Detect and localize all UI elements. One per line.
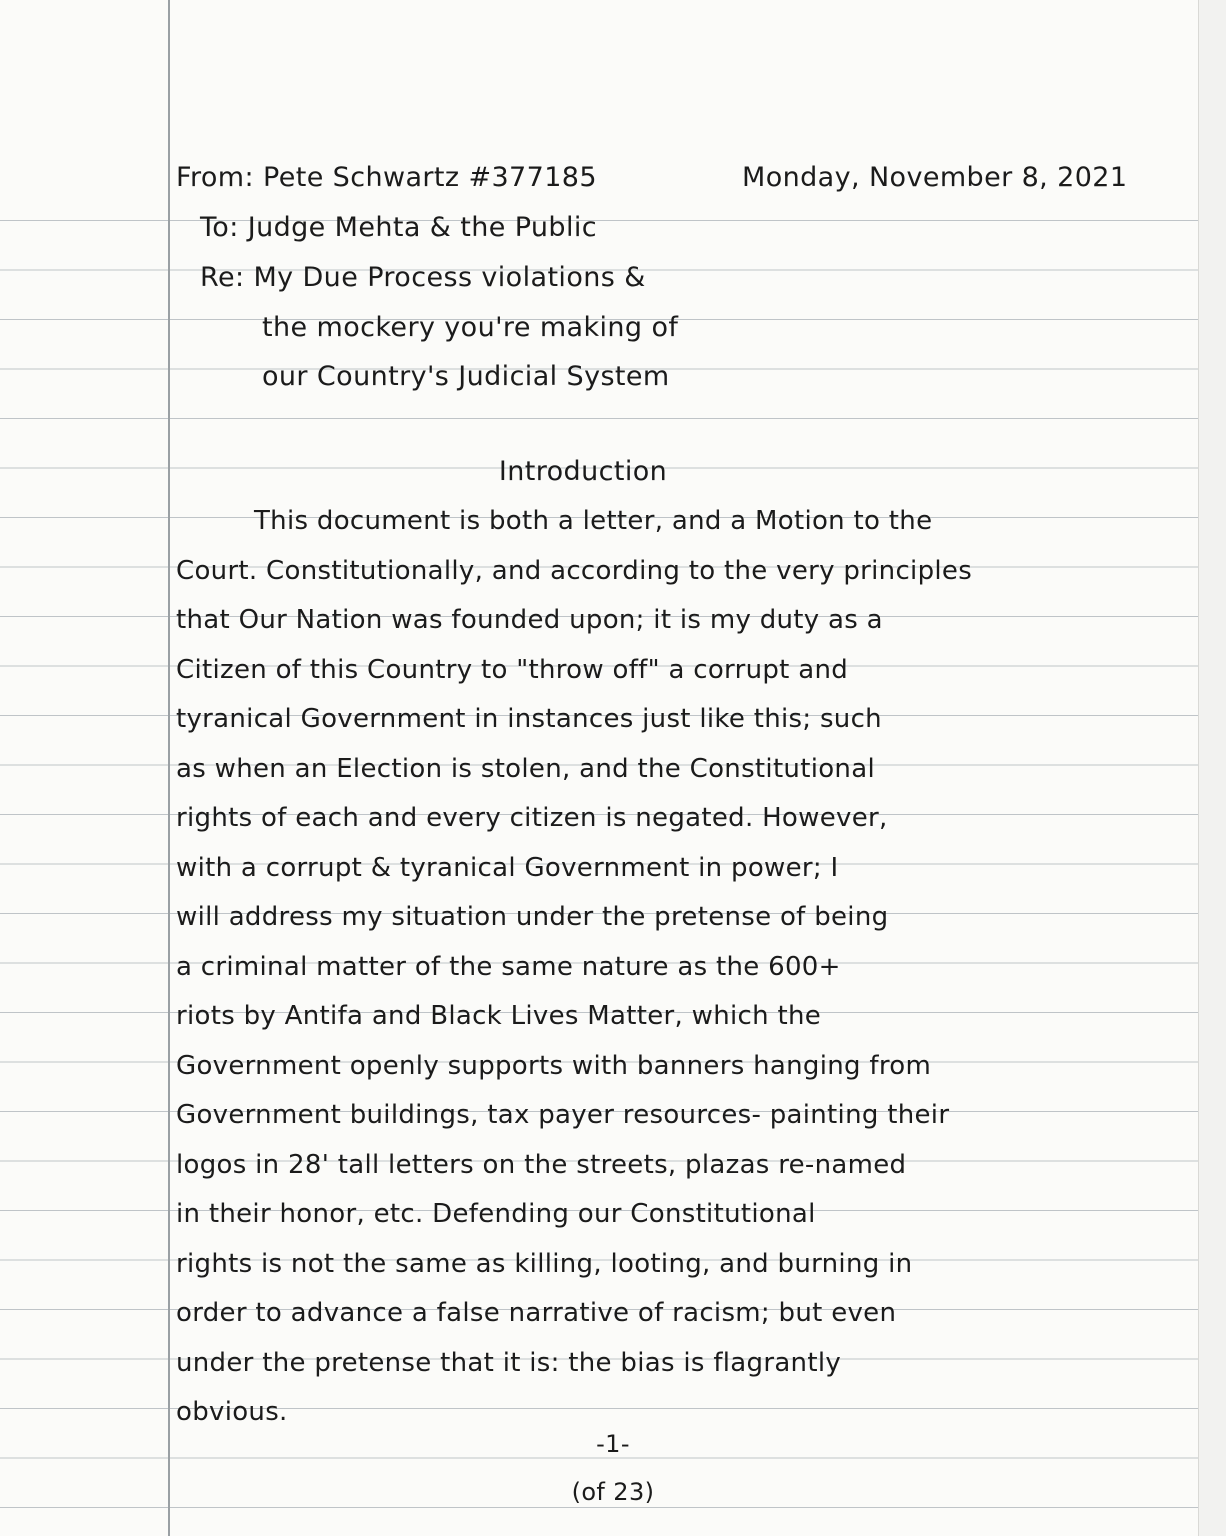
margin-rule (168, 0, 170, 1536)
subject-line-2: the mockery you're making of (262, 312, 679, 343)
body-line: This document is both a letter, and a Motion to the (254, 506, 933, 536)
body-line: tyranical Government in instances just like this; such (176, 704, 882, 734)
body-line: logos in 28' tall letters on the streets, plazas re-named (176, 1149, 907, 1180)
body-line: Court. Constitutionally, and according to the very principles (176, 555, 973, 586)
letter-body (176, 497, 1176, 1438)
page-total: (of 23) (571, 1478, 655, 1506)
recipient-line: To: Judge Mehta & the Public (200, 212, 598, 243)
body-line: obvious. (176, 1397, 288, 1427)
body-line: as when an Election is stolen, and the Constitutional (176, 753, 875, 784)
letter-date: Monday, November 8, 2021 (742, 162, 1128, 193)
body-line: rights of each and every citizen is negated. However, (176, 803, 888, 833)
body-line: will address my situation under the pretense of being (176, 902, 889, 932)
body-line: riots by Antifa and Black Lives Matter, which the (176, 1001, 822, 1031)
body-line: a criminal matter of the same nature as the 600+ (176, 951, 841, 982)
body-line: rights is not the same as killing, looting, and burning in (176, 1248, 913, 1279)
body-line: Citizen of this Country to "throw off" a corrupt and (176, 654, 849, 685)
subject-line-1: Re: My Due Process violations & (200, 262, 646, 293)
subject-line-3: our Country's Judicial System (262, 361, 670, 392)
body-line: Government openly supports with banners hanging from (176, 1050, 932, 1081)
section-heading: Introduction (498, 456, 668, 487)
page-number: -1- (596, 1430, 630, 1458)
body-line: Government buildings, tax payer resources- painting their (176, 1100, 950, 1130)
sender-line: From: Pete Schwartz #377185 (176, 162, 597, 193)
body-line: that Our Nation was founded upon; it is my duty as a (176, 605, 883, 635)
body-line: with a corrupt & tyranical Government in power; I (176, 852, 839, 883)
body-line: order to advance a false narrative of racism; but even (176, 1298, 897, 1328)
page-edge (1198, 0, 1226, 1536)
body-line: in their honor, etc. Defending our Constitutional (176, 1199, 816, 1229)
body-line: under the pretense that it is: the bias is flagrantly (176, 1347, 842, 1378)
